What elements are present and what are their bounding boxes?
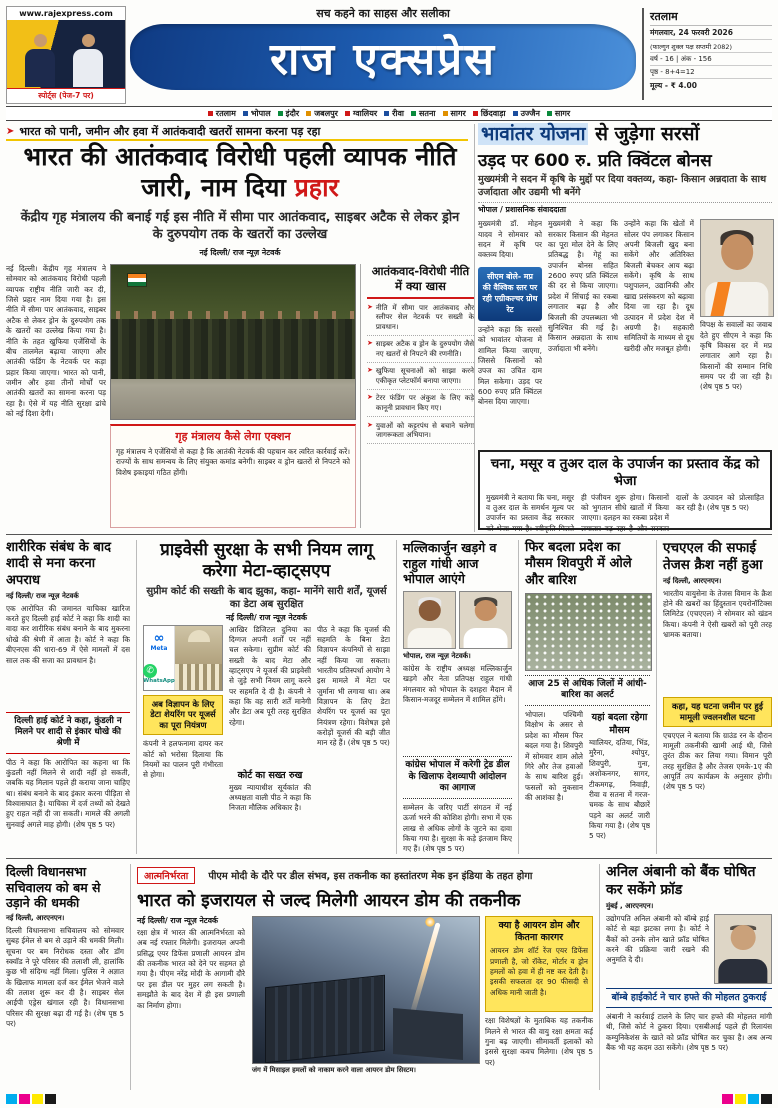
city-item [513,108,540,119]
magenta-square [19,1094,30,1104]
weather-headline: फिर बदला प्रदेश का मौसम शिवपुरी में ओले और बारिश [525,540,632,588]
sports-promo-box [6,6,126,104]
congress-body1: कांग्रेस के राष्ट्रीय अध्यक्ष मल्लिकार्जुन खड़गे और नेता प्रतिपक्ष राहुल गांधी मंगलवार को भोपाल के दशहरा मैदान में किसान-मजदूर सम्मेलन में शामिल होंगे। [403,663,512,704]
city-name: रतलाम [215,109,236,118]
city-bullet-icon [443,111,448,116]
soldiers-row [111,319,355,379]
issue-calendar: (फाल्गुन शुक्ल पक्ष सप्तमी 2082) [650,40,772,53]
iron-dome-photo [252,916,480,1064]
irondome-infobox-body: आयरन डोम शॉर्ट रेंज एयर डिफेंस प्रणाली है, जो रॉकेट, मोर्टार व ड्रोन हमलों को हवा में ही नष्ट कर देती है। इसकी सफलता दर 90 फीसदी से अधिक मानी जाती है। [490,946,588,997]
city-name: सागर [450,109,466,118]
irondome-infobox [485,916,593,1012]
logos-column [144,626,175,690]
yellow-square [32,1094,43,1104]
hailstorm-photo [525,593,652,671]
ambani-body1: उद्योगपति अनिल अंबानी को बॉम्बे हाई कोर्ट से बड़ा झटका लगा है। कोर्ट ने बैंकों को उनके लोन खाते फ्रॉड घोषित करने की प्रक्रिया जारी रखने की अनुमति दे दी। [606,914,709,965]
irondome-photo-caption: जंग में मिसाइल हमलों को नाकाम करने वाला आयरन डोम सिस्टम। [252,1066,416,1074]
bhavantar-body-columns [478,219,772,447]
privacy-subsubhead: कोर्ट का सख्त रुख [237,769,303,781]
meta-whatsapp-story [136,540,390,854]
cricketers-photo [7,20,125,88]
arrow-bullet-icon: ➤ [367,302,373,311]
bomb-threat-story [6,864,124,1090]
policy-point-text: खुफिया सूचनाओं को साझा करने एकीकृत प्लेटफॉर्म बनाया जाएगा। [375,366,474,385]
city-bullet-icon [411,111,416,116]
issue-volume: वर्ष - 16 | अंक - 156 [650,53,772,66]
bomb-headline: दिल्ली विधानसभा सचिवालय को बम से उड़ाने की धमकी [6,864,101,911]
cm-quote-box: सीएम बोले- मप्र की वैश्विक स्तर पर रही एग्रीकल्चर ग्रोथ रेट [478,267,542,321]
city-name: रीवा [392,109,405,118]
print-color-bar-left [6,1094,56,1104]
meta-label: Meta [150,644,168,652]
bhavantar-col4 [700,219,772,447]
bhavantar-col1-text-b: उन्होंने कहा कि सरसों को भावांतर योजना में शामिल किया जाएगा, जिससे किसानों को उपज का उचित दाम मिल सकेगा। उड़द पर 600 रुपए प्रति क्विंटल बोनस दिया जाएगा। [478,324,542,407]
title-block [130,6,636,104]
hal-headline: एचएएल की सफाई तेजस क्रैश नहीं हुआ [663,540,763,573]
city-item [443,108,466,119]
privacy-yellow-inset-text: अब विज्ञापन के लिए डेटा शेयरिंग पर यूजर्स का पूरा नियंत्रण [150,698,216,731]
launcher-structure-2 [393,1008,463,1060]
section-divider [6,858,772,859]
privacy-col2 [229,625,311,847]
bhavantar-col3-text: उन्होंने कहा कि खेतों में सोलर पंप लगाकर किसान अपनी बिजली खुद बना सकेंगे और अतिरिक्त बिजली बेचकर आय बढ़ा सकेंगे। कृषि के साथ पशुपालन, उद्यानिकी और खाद्य प्रसंस्करण को बढ़ावा दिया जा रहा है। दूध उत्पादन में प्रदेश देश में अग्रणी है। सहकारी समितियों के माध्यम से दूध खरीदी और मजबूत होगी। [624,219,694,353]
irondome-infobox-title: क्या है आयरन डोम और कितना कारगर [498,920,580,944]
city-item [384,108,404,119]
city-name: इंदौर [285,109,300,118]
weather-col2-text: ग्वालियर, दतिया, भिंड, मुरैना, श्योपुर, शिवपुरी, गुना, अशोकनगर, सागर, टीकमगढ़, निवाड़ी, रीवा व सतना में गरज-चमक के साथ बौछारें पड़ने का अलर्ट जारी किया गया है। (शेष पृष्ठ 5 पर) [589,738,650,841]
irondome-kicker-row [137,864,593,884]
issue-pages: पृष्ठ - 8+4=12 [650,66,772,79]
ambani-story [606,864,772,1090]
policy-point [367,417,474,444]
privacy-col2-text-a: आखिर डिजिटल दुनिया का दिग्गज अपनी शर्तों पर नहीं चल सकेगा। सुप्रीम कोर्ट की सख्ती के बाद मेटा और व्हाट्सएप ने यूजर्स की प्राइवेसी से जुड़े सभी नियम लागू करने पर सहमति दे दी है। कंपनी ने कहा कि वह सारी शर्तें मानेगी और डेटा अब पूरी तरह सुरक्षित रहेगा। [229,624,311,727]
bhavantar-subhead: मुख्यमंत्री ने सदन में कृषि के मुद्दों पर दिया वक्तव्य, कहा- किसान अन्नदाता के साथ उर्जादाता और उद्यमी भी बनेंगे [478,174,772,203]
city-bullet-icon [547,111,552,116]
city-bullet-icon [513,111,518,116]
city-bullet-icon [306,111,311,116]
city-name: सतना [419,109,436,118]
whatsapp-logo [143,664,175,684]
privacy-yellow-inset [143,695,223,736]
anil-ambani-photo [714,914,772,984]
city-name: सागर [554,109,571,118]
irondome-byline: नई दिल्ली/ राज न्यूज़ नेटवर्क [137,916,219,925]
lead-story [6,142,474,530]
privacy-media-box [143,625,223,691]
irondome-col3 [485,916,593,1084]
policy-point-text: टेरर फंडिंग पर अंकुश के लिए कड़े कानूनी प्रावधान किए गए। [375,393,474,412]
pulses-procurement-box [478,450,772,533]
irondome-strap: पीएम मोदी के दौरे पर डील संभव, इस तकनीक का हस्तांतरण मेक इन इंडिया के तहत होगा [208,871,533,882]
bomb-byline: नई दिल्ली, आरएनएन। [6,913,65,922]
bhavantar-col4-text: विपक्ष के सवालों का जवाब देते हुए सीएम ने कहा कि कृषि विकास दर में मप्र लगातार आगे रहा है। किसानों की सम्मान निधि समय पर दी जा रही है। (शेष पृष्ठ 5 पर) [700,320,772,392]
hal-inset [663,697,772,727]
black-square [761,1094,772,1104]
meta-infinity-icon: ∞ [153,630,165,646]
city-name: उज्जैन [520,109,540,118]
irondome-columns [137,916,593,1084]
lead-photo-army-parade [110,264,356,420]
missile-trail [408,922,440,1020]
marriage-byline: नई दिल्ली/ राज न्यूज़ नेटवर्क [6,591,79,600]
privacy-col1-text: कंपनी ने हलफनामा दायर कर कोर्ट को भरोसा दिलाया कि नियमों का पालन पूरी गंभीरता से होगा। [143,739,223,780]
whatsapp-icon: ✆ [143,664,157,678]
sidebar-title: आतंकवाद-विरोधी नीति में क्या खास [367,264,474,299]
congress-headline: मल्लिकार्जुन खड़गे व राहुल गांधी आज भोपाल आएंगे [403,540,497,587]
policy-points-list [367,299,474,444]
hal-tejas-story [656,540,772,854]
city-name: ग्वालियर [352,109,378,118]
irondome-col1 [137,916,245,1084]
launcher-structure [265,975,385,1064]
policy-point-text: नीति में सीमा पार आतंकवाद और स्लीपर सेल नेटवर्क पर सख्ती के प्रावधान। [375,302,474,331]
portrait-face [474,600,496,621]
bomb-body: दिल्ली विधानसभा सचिवालय को सोमवार सुबह ईमेल से बम से उड़ाने की धमकी मिली। सूचना पर बम निरोधक दस्ता और डॉग स्क्वॉड ने पूरे परिसर की तलाशी ली, हालांकि कुछ भी संदिग्ध नहीं मिला। पुलिस ने अज्ञात के खिलाफ मामला दर्ज कर ईमेल भेजने वाले की तलाश शुरू कर दी है। साइबर सेल आईपी एड्रेस खंगाल रही है। विधानसभा परिसर की सुरक्षा बढ़ा दी गई है। (शेष पृष्ठ 5 पर) [6,925,124,1029]
bhavantar-headline-rest: से जुड़ेगा सरसों [588,123,700,145]
section-divider [6,534,772,535]
city-name: जबलपुर [314,109,338,118]
bhavantar-headline-highlight: भावांतर योजना [478,123,588,145]
paper-title-band [130,24,636,90]
irondome-col3-text: रक्षा विशेषज्ञों के मुताबिक यह तकनीक मिलने से भारत की वायु रक्षा क्षमता कई गुना बढ़ जाएगी। सीमावर्ती इलाकों को इससे सुरक्षा कवच मिलेगा। (शेष पृष्ठ 5 पर) [485,1016,593,1067]
marriage-body2: पीठ ने कहा कि आरोपित का कहना था कि कुंडली नहीं मिलने से शादी नहीं हो सकती, जबकि यह मिलान पहले ही कराया जाना चाहिए था। संबंध बनाने के बाद इंकार करना पीड़िता से विश्वासघात है। याचिका में दर्ज तथ्यों को देखते हुए राहत नहीं दी जा सकती। मामले की अगली सुनवाई अगले माह होगी। (शेष पृष्ठ 5 पर) [6,757,130,829]
city-bullet-icon [243,111,248,116]
kicker-label: आत्मनिर्भरता [137,867,195,884]
column-divider [474,124,475,532]
city-bullet-icon [278,111,283,116]
policy-point [367,299,474,336]
city-item [547,108,570,119]
policy-point [367,363,474,390]
yellow-square [735,1094,746,1104]
weather-col1: भोपाल। पश्चिमी विक्षोभ के असर से प्रदेश का मौसम फिर बदल गया है। शिवपुरी में सोमवार शाम ओले गिरे और तेज हवाओं के साथ बारिश हुई। फसलों को नुकसान की आशंका है। [525,710,583,802]
marriage-inset: दिल्ली हाई कोर्ट ने कहा, कुंडली न मिलने पर शादी से इंकार धोखे की श्रेणी में [6,712,130,754]
home-ministry-action-box [110,424,356,528]
irondome-headline: भारत को इजरायल से जल्द मिलेगी आयरन डोम की तकनीक [137,891,521,911]
arrow-bullet-icon: ➤ [367,393,373,402]
policy-point [367,390,474,417]
city-bullet-icon [208,111,213,116]
paper-title: राज एक्सप्रेस [270,34,496,85]
marriage-ruling-story [6,540,130,854]
congress-midhead: कांग्रेस भोपाल में करेगी ट्रेड डील के खिलाफ देशव्यापी आंदोलन का आगाज [403,756,512,799]
privacy-byline: नई दिल्ली/ राज न्यूज़ नेटवर्क [225,612,308,622]
privacy-subhead: सुप्रीम कोर्ट की सख्ती के बाद झुका, कहा- मानेंगे सारी शर्तें, यूजर्स का डेटा अब सुरक्षित [146,585,387,610]
policy-highlights-sidebar [360,264,474,528]
privacy-col1 [143,625,223,847]
figure-head [82,34,95,47]
weather-alert-inset: आज 25 से अधिक जिलों में आंधी- बारिश का अलर्ट [525,675,650,706]
tagline: सच कहने का साहस और सलीका [316,7,450,20]
whatsapp-label: WhatsApp [143,677,175,684]
issue-date: मंगलवार, 24 फरवरी 2026 [650,26,772,40]
city-bullet-icon [473,111,478,116]
privacy-columns [143,625,390,847]
marriage-body1: एक आरोपित की जमानत याचिका खारिज करते हुए दिल्ली हाई कोर्ट ने कहा कि शादी का वादा कर शारीरिक संबंध बनाने के बाद मुकरना धोखे की श्रेणी में आता है। कोर्ट ने कहा कि बीएनएस की धारा-69 में ऐसे मामलों में दस साल तक की सजा का प्रावधान है। [6,603,130,665]
city-name: छिंदवाड़ा [480,109,506,118]
supreme-court-photo [175,626,222,690]
city-item [411,108,435,119]
meta-logo [151,632,168,652]
figure-torso [73,49,103,87]
weather-story [518,540,650,854]
issue-price: मूल्य - ₹ 4.00 [650,80,697,90]
policy-point [367,336,474,363]
teaser-text: भारत को पानी, जमीन और हवा में आतंकवादी खतरों सामना करना पड़ रहा [19,125,321,138]
cyan-square [748,1094,759,1104]
top-teaser-strip [6,124,468,141]
city-item [278,108,300,119]
lead-headline-text: भारत की आतंकवाद विरोधी पहली व्यापक नीति जारी, नाम दिया [23,142,457,202]
portrait-face [731,925,756,951]
cricketer-figure [71,34,105,88]
figure-head [34,34,47,47]
ambani-headline: अनिल अंबानी को बैंक घोषित कर सकेंगे फ्रॉड [606,864,756,898]
cm-portrait-photo [700,219,774,317]
privacy-col2-text-b: मुख्य न्यायाधीश सूर्यकांत की अध्यक्षता वाली पीठ ने कहा कि निजता मौलिक अधिकार है। [229,782,311,813]
portrait-face [418,600,440,621]
bhavantar-headline [478,120,772,146]
court-dome [188,630,210,642]
bhavantar-col2-text: मुख्यमंत्री ने कहा कि सरकार किसान की मेहनत का पूरा मोल देने के लिए प्रतिबद्ध है। गेहूं का उपार्जन बोनस सहित 2600 रुपए प्रति क्विंटल की दर से किया जाएगा। प्रदेश में सिंचाई का रकबा लगातार बढ़ा है और बिजली की उपलब्धता भी सुनिश्चित की गई है। किसान अन्नदाता के साथ उर्जादाता भी बनेंगे। [548,219,618,353]
arrow-bullet-icon: ➤ [367,420,373,429]
congress-photos [403,591,512,649]
portrait-torso [463,628,508,648]
court-pillars [175,664,222,690]
iron-dome-story [130,864,600,1090]
india-flag-icon [127,273,147,287]
weather-col2 [589,710,650,852]
portrait-face [721,234,753,270]
black-square [45,1094,56,1104]
irondome-col1-text: रक्षा क्षेत्र में भारत की आत्मनिर्भरता को अब नई रफ्तार मिलेगी। इजरायल अपनी प्रसिद्ध एयर डिफेंस प्रणाली आयरन डोम की तकनीक भारत को देने पर सहमत हो गया है। पीएम नरेंद्र मोदी के आगामी दौरे पर इस डील पर मुहर लग सकती है। समझौते के बाद देश में ही इस प्रणाली का निर्माण होगा। [137,928,245,1010]
arrow-bullet-icon: ➤ [367,339,373,348]
portrait-torso [407,628,452,648]
hal-body1: भारतीय वायुसेना के तेजस विमान के क्रैश होने की खबरों का हिंदुस्तान एयरोनॉटिक्स लिमिटेड (एचएएल) ने सोमवार को खंडन किया। कंपनी ने ऐसी खबरों को पूरी तरह भ्रामक बताया। [663,588,772,640]
missile-flash [425,917,435,927]
hal-byline: नई दिल्ली, आरएनएन। [663,576,722,585]
congress-byline: भोपाल, राज न्यूज़ नेटवर्क। [403,651,471,660]
policy-point-text: साइबर अटैक व ड्रोन के दुरुपयोग जैसे नए खतरों से निपटने की रणनीति। [375,339,474,358]
portrait-torso [718,959,767,983]
policy-point-text: युवाओं को कट्टरपंथ से बचाने चलेगा जागरूकता अभियान। [375,420,474,440]
issue-info [642,8,772,100]
bhavantar-col1 [478,219,542,447]
city-item [345,108,377,119]
pulses-body: मुख्यमंत्री ने बताया कि चना, मसूर व तुअर दाल के समर्थन मूल्य पर उपार्जन का प्रस्ताव केंद्र सरकार को भेजा गया है। स्वीकृति मिलते ही पंजीयन शुरू होगा। किसानों को भुगतान सीधे खातों में किया जाएगा। दलहन का रकबा प्रदेश में लगातार बढ़ रहा है और सरकार दालों के उत्पादन को प्रोत्साहित कर रही है। (शेष पृष्ठ 5 पर) [486,492,764,533]
issue-city: रतलाम [650,9,772,26]
ambani-inset: बॉम्बे हाईकोर्ट ने चार हफ्ते की मोहलत ठुकराई [606,988,772,1008]
cyan-square [6,1094,17,1104]
cities-bar [6,106,772,121]
cricketer-figure [23,34,57,88]
rahul-gandhi-photo [459,591,512,649]
weather-columns [525,710,650,852]
lead-headline-highlight: प्रहार [294,172,339,202]
figure-torso [25,49,55,87]
city-item [208,108,236,119]
hal-body2: एचएएल ने बताया कि ग्राउंड रन के दौरान मामूली तकनीकी खामी आई थी, जिसे तुरंत ठीक कर लिया गया। विमान पूरी तरह सुरक्षित है और तेजस एमके-1ए की आपूर्ति तय कार्यक्रम के अनुसार होगी। (शेष पृष्ठ 5 पर) [663,730,772,792]
sports-page-label: स्पोर्ट्स (पेज-7 पर) [7,88,125,103]
privacy-col3-text: पीठ ने कहा कि यूजर्स की सहमति के बिना डेटा विज्ञापन कंपनियों से साझा नहीं किया जा सकता। भारतीय प्रतिस्पर्धा आयोग ने इस मामले में मेटा पर जुर्माना भी लगाया था। अब विज्ञापन के लिए डेटा शेयरिंग पर यूजर्स का पूरा नियंत्रण रहेगा। विशेषज्ञ इसे करोड़ों यूजर्स की बड़ी जीत मान रहे हैं। (शेष पृष्ठ 5 पर) [317,624,390,748]
city-name: भोपाल [250,109,271,118]
magenta-square [722,1094,733,1104]
arrow-bullet-icon: ➤ [367,366,373,375]
marriage-headline: शारीरिक संबंध के बाद शादी से मना करना अपराध [6,540,112,588]
city-item [473,108,506,119]
lead-byline: नई दिल्ली/ राज न्यूज़ नेटवर्क [199,248,281,257]
action-box-title: गृह मंत्रालय कैसे लेगा एक्शन [175,430,291,443]
lead-subhead: केंद्रीय गृह मंत्रालय की बनाई गई इस नीति में सीमा पार आतंकवाद, साइबर अटैक से लेकर ड्रोन के दुरुपयोग तक के खतरों का उल्लेख [20,210,460,242]
hal-inset-text: कहा, यह घटना जमीन पर हुई मामूली ज्वलनशील घटना [672,700,763,722]
privacy-headline: प्राइवेसी सुरक्षा के सभी नियम लागू करेगा मेटा-व्हाट्सएप [160,540,373,582]
lead-headline [6,142,474,206]
city-bullet-icon [384,111,389,116]
ambani-body2: अंबानी ने कार्रवाई टालने के लिए चार हफ्ते की मोहलत मांगी थी, जिसे कोर्ट ने ठुकरा दिया। एसबीआई पहले ही रिलायंस कम्युनिकेशंस के खाते को फ्रॉड घोषित कर चुका है। अब अन्य बैंक भी यह कदम उठा सकेंगे। (शेष पृष्ठ 5 पर) [606,1012,772,1053]
bhavantar-story [478,120,772,446]
weather-subhead2: यहां बदला रहेगा मौसम [591,712,648,737]
congress-body2: सम्मेलन के जरिए पार्टी संगठन में नई ऊर्जा भरने की कोशिश होगी। सभा में एक लाख से अधिक लोगों के जुटने का दावा किया गया है। सुरक्षा के कड़े इंतजाम किए गए हैं। (शेष पृष्ठ 5 पर) [403,802,512,854]
pulses-headline: चना, मसूर व तुअर दाल के उपार्जन का प्रस्ताव केंद्र को भेजा [490,456,760,489]
print-color-bar-right [722,1094,772,1104]
lead-body: नई दिल्ली। केंद्रीय गृह मंत्रालय ने सोमवार को आतंकवाद विरोधी पहली व्यापक राष्ट्रीय नीति जारी कर दी, जिसे प्रहार नाम दिया गया है। इस नीति में सीमा पार आतंकवाद, साइबर अटैक से लेकर ड्रोन के दुरुपयोग तक के खतरों का उल्लेख किया गया है। नीति के तहत खुफिया एजेंसियों के बीच तालमेल बढ़ाया जाएगा और आतंकी फंडिंग के नेटवर्क पर कड़ा प्रहार किया जाएगा। भारत को पानी, जमीन और हवा तीनों मोर्चों पर आतंकी खतरों का सामना करना पड़ रहा है। ऐसे में यह नीति सुरक्षा ढांचे को नई दिशा देगी। [6,264,106,419]
city-item [243,108,271,119]
action-box-body: गृह मंत्रालय ने एजेंसियों से कहा है कि आतंकी नेटवर्क की पहचान कर त्वरित कार्रवाई करें। राज्यों के साथ समन्वय के लिए संयुक्त कमांड बनेगी। साइबर व ड्रोन खतरों से निपटने को विशेष इकाइयां गठित होंगी। [116,447,350,477]
bhavantar-headline2: उड़द पर 600 रु. प्रति क्विंटल बोनस [478,151,712,171]
ambani-row [606,914,772,984]
congress-visit-story [396,540,512,854]
ambani-byline: मुंबई , आरएनएन। [606,902,654,910]
city-item [306,108,338,119]
irondome-photo-column [252,916,478,1084]
kharge-photo [403,591,456,649]
arrow-icon: ➤ [6,126,15,137]
bhavantar-col1-text-a: मुख्यमंत्री डॉ. मोहन यादव ने सोमवार को सदन में कृषि पर वक्तव्य दिया। [478,219,542,260]
bhavantar-byline: भोपाल / प्रशासनिक संवाददाता [478,205,566,215]
website-url: www.rajexpress.com [7,7,125,20]
city-bullet-icon [345,111,350,116]
